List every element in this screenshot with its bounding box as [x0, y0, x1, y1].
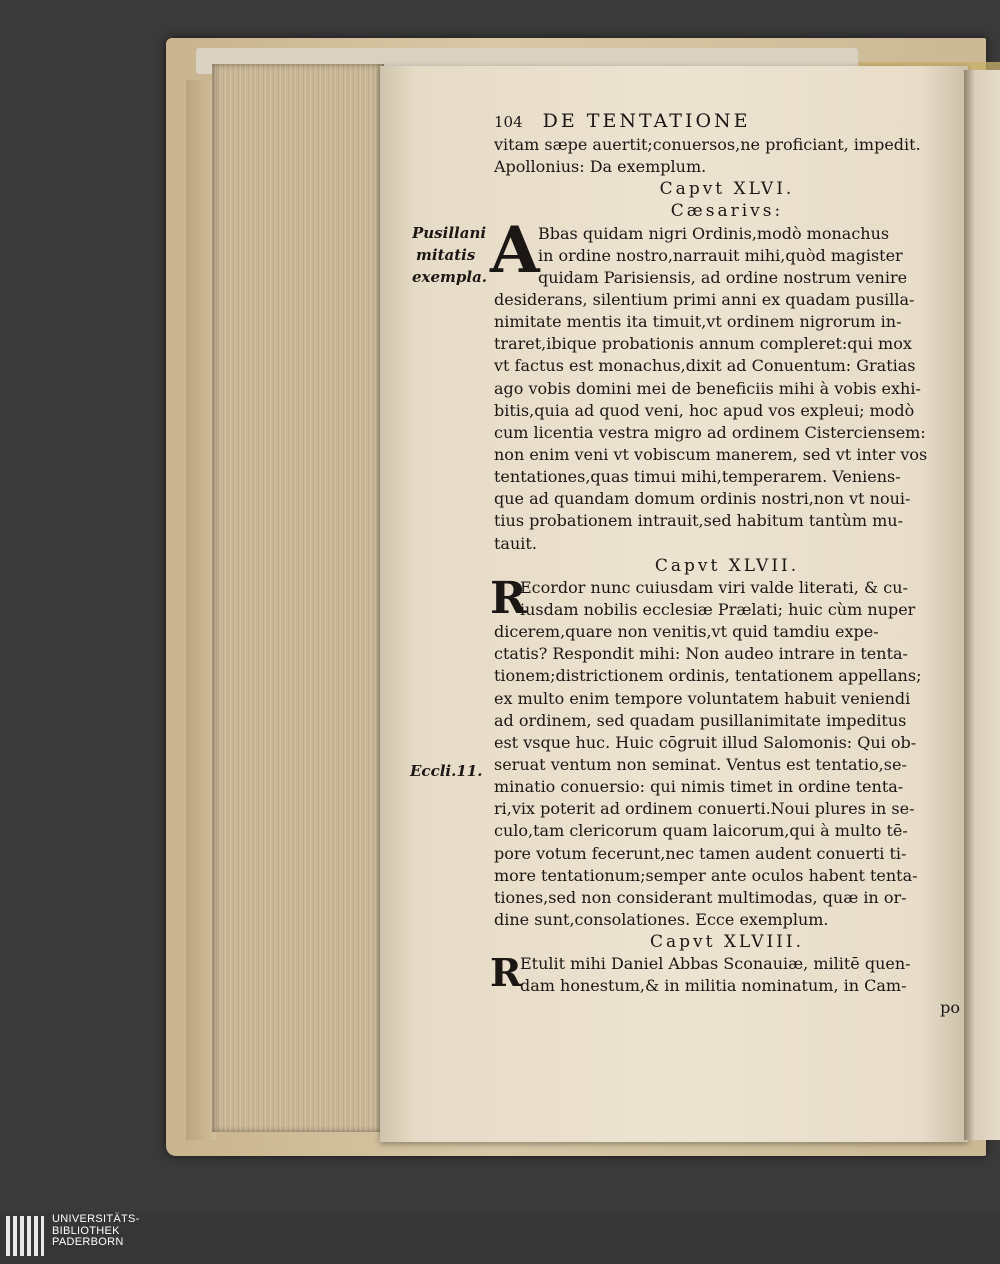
running-title: DE TENTATIONE	[542, 110, 751, 132]
page-text	[490, 110, 960, 1020]
drop-cap: R	[490, 572, 527, 624]
text-line: ri,vix poterit ad ordinem conuerti.Noui plures in se-	[494, 799, 915, 819]
text-line: tiones,sed non considerant multimodas, quæ in or-	[494, 887, 907, 907]
text-line: traret,ibique probationis annum compleret:qui mox	[494, 334, 912, 354]
text-line: quidam Parisiensis, ad ordine nostrum venire	[538, 267, 908, 287]
marginal-note-pusillanimitatis	[412, 222, 487, 288]
marginal-note-line: mitatis	[416, 246, 476, 264]
text-line: dam honestum,& in militia nominatum, in Cam-	[520, 976, 907, 996]
text-line: Etulit mihi Daniel Abbas Sconauiæ, militē quen-	[520, 954, 911, 974]
chapter-47-opening	[490, 572, 960, 624]
text-line: cum licentia vestra migro ad ordinem Cisterciensem:	[494, 422, 926, 442]
text-line: culo,tam clericorum quam laicorum,qui à multo tē-	[494, 821, 908, 841]
text-line: pore votum fecerunt,nec tamen audent conuerti ti-	[494, 843, 907, 863]
page-number: 104	[494, 113, 523, 131]
page-stack-edges	[212, 64, 384, 1132]
logo-line: PADERBORN	[52, 1236, 124, 1248]
text-line: vt factus est monachus,dixit ad Conuentum: Gratias	[494, 356, 916, 376]
marginal-note-line: Pusillani	[412, 224, 487, 242]
chapter-48-opening	[490, 950, 960, 997]
text-line: desiderans, silentium primi anni ex quadam pusilla-	[494, 289, 915, 309]
text-line: ago vobis domini mei de beneficiis mihi à vobis exhi-	[494, 378, 921, 398]
logo-line: UNIVERSITÄTS-	[52, 1213, 140, 1225]
chapter-heading-47: Capvt XLVII.	[654, 555, 800, 576]
text-line: Apollonius: Da exemplum.	[494, 157, 707, 177]
marginal-note-eccli	[410, 760, 482, 782]
text-line: tauit.	[494, 533, 537, 553]
chapter-46-opening	[490, 212, 960, 289]
text-line: que ad quandam domum ordinis nostri,non vt noui-	[494, 489, 911, 509]
footer-bar	[0, 1212, 1000, 1264]
text-line: est vsque huc. Huic cōgruit illud Salomonis: Qui ob-	[494, 732, 917, 752]
chapter-heading-46: Capvt XLVI.	[659, 179, 795, 200]
text-line: ctatis? Respondit mihi: Non audeo intrare in tenta-	[494, 644, 908, 664]
text-line: non enim veni vt vobiscum manerem, sed vt inter vos	[494, 444, 928, 464]
speaker-caesarius: Cæsarivs:	[670, 201, 784, 222]
text-line: more tentationum;semper ante oculos habent tenta-	[494, 865, 918, 885]
text-line: minatio conuersio: qui nimis timet in ordine tenta-	[494, 777, 904, 797]
text-line: bitis,quia ad quod veni, hoc apud vos expleui; modò	[494, 400, 915, 420]
text-line: iusdam nobilis ecclesiæ Prælati; huic cùm nuper	[520, 599, 916, 619]
text-line: seruat ventum non seminat. Ventus est tentatio,se-	[494, 754, 907, 774]
text-line: dine sunt,consolationes. Ecce exemplum.	[494, 909, 829, 929]
text-line: nimitate mentis ita timuit,vt ordinem nigrorum in-	[494, 312, 902, 332]
text-line: Ecordor nunc cuiusdam viri valde literati, & cu-	[520, 577, 908, 597]
text-line: tionem;districtionem ordinis, tentationem appellans;	[494, 666, 922, 686]
text-line: vitam sæpe auertit;conuersos,ne proficiant, impedit.	[494, 135, 921, 154]
marginal-note-line: Eccli.11.	[410, 762, 483, 780]
text-line: ex multo enim tempore voluntatem habuit veniendi	[494, 688, 911, 708]
library-logo-text	[52, 1214, 140, 1249]
catchword: po	[940, 998, 960, 1018]
text-line: in ordine nostro,narrauit mihi,quòd magister	[538, 245, 903, 265]
text-line: dicerem,quare non venitis,vt quid tamdiu expe-	[494, 622, 879, 642]
logo-line: BIBLIOTHEK	[52, 1224, 120, 1237]
chapter-heading-48: Capvt XLVIII.	[649, 932, 805, 953]
text-line: Bbas quidam nigri Ordinis,modò monachus	[538, 223, 890, 243]
library-logo-icon	[6, 1216, 46, 1256]
drop-cap: R	[490, 950, 522, 996]
text-line: ad ordinem, sed quadam pusillanimitate impeditus	[494, 710, 907, 730]
drop-cap: A	[490, 212, 540, 288]
text-line: tentationes,quas timui mihi,temperarem. Veniens-	[494, 467, 901, 487]
text-line: tius probationem intrauit,sed habitum tantùm mu-	[494, 511, 903, 531]
running-head	[494, 110, 960, 134]
facing-page	[964, 70, 1000, 1140]
marginal-note-line: exempla.	[412, 268, 488, 286]
